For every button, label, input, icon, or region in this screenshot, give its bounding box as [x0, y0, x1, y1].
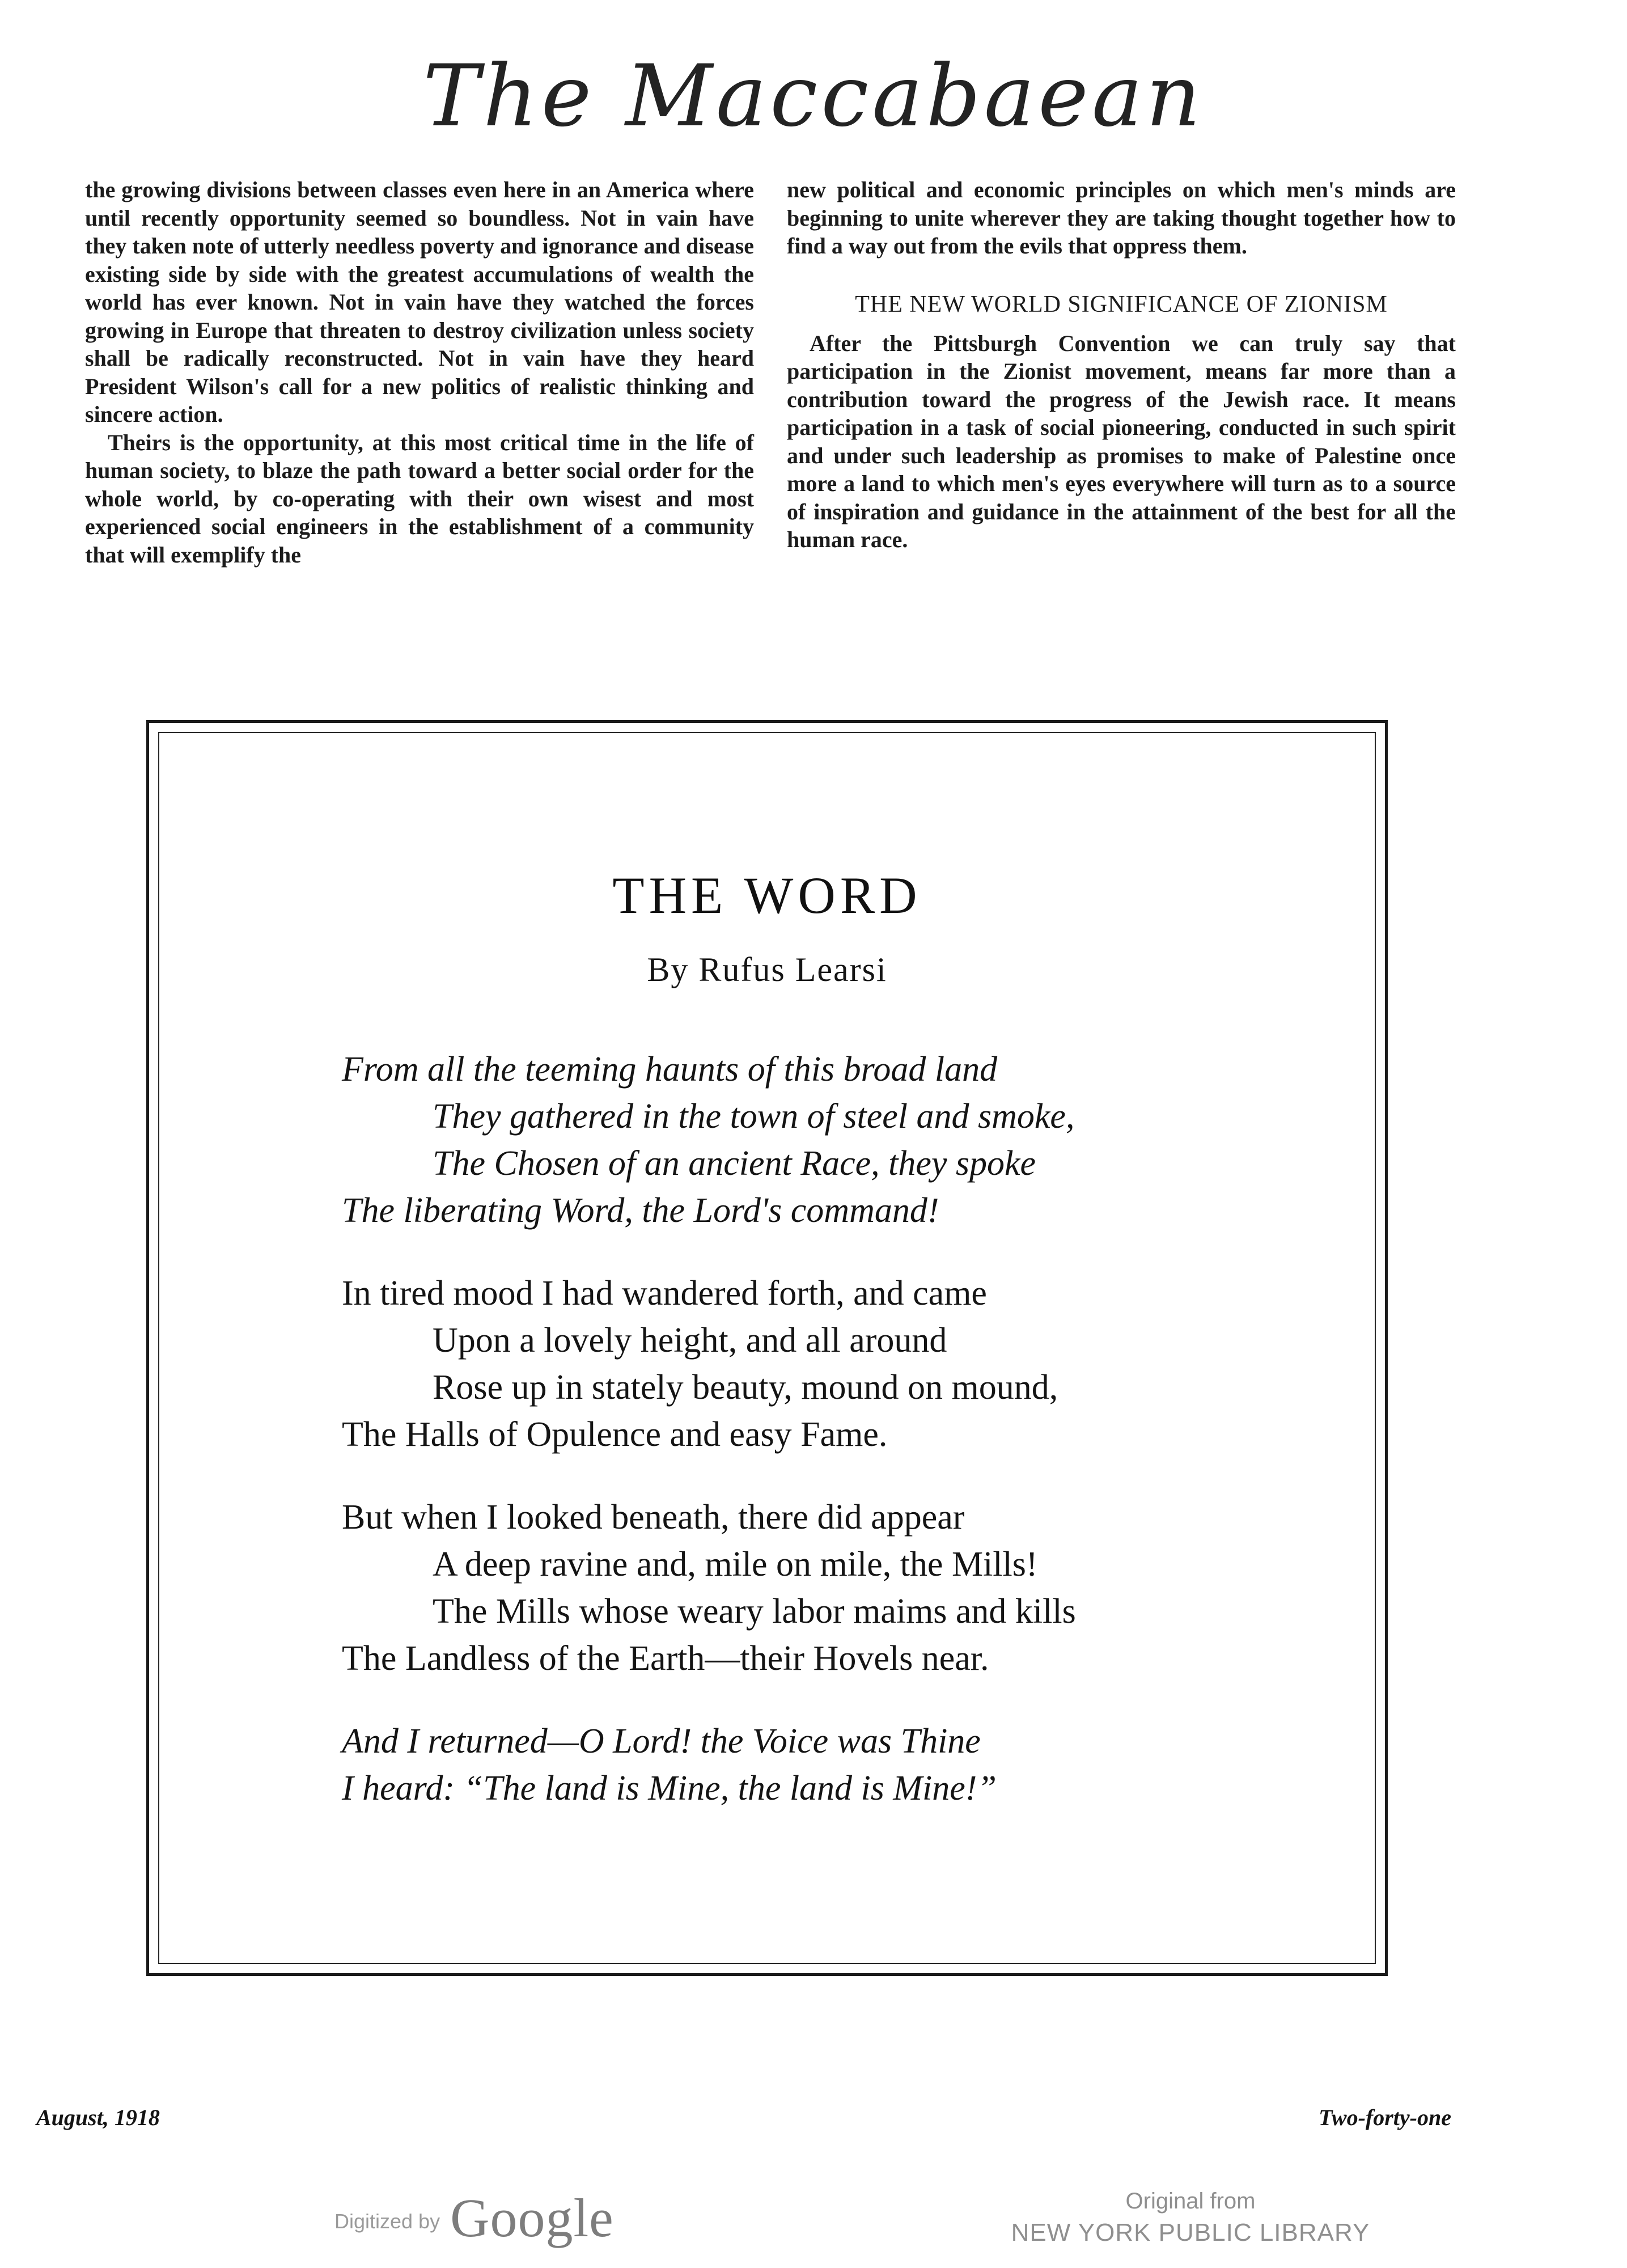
poem-line: In tired mood I had wandered forth, and came	[342, 1274, 987, 1313]
issue-date: August, 1918	[36, 2105, 160, 2130]
poem-line: From all the teeming haunts of this broad land	[342, 1050, 998, 1089]
poem-author: By Rufus Learsi	[647, 951, 887, 988]
poem-line: The liberating Word, the Lord's command!	[342, 1191, 939, 1230]
library-name: NEW YORK PUBLIC LIBRARY	[1011, 2219, 1370, 2246]
google-logo: Google	[450, 2187, 614, 2248]
stanza-4	[342, 1718, 1306, 1812]
poem-box	[146, 720, 1388, 1976]
library-attribution	[964, 2190, 1417, 2245]
poem-line: The Mills whose weary labor maims and kills	[433, 1592, 1076, 1631]
left-paragraph-2: Theirs is the opportunity, at this most critical time in the life of human society, to blaze the path toward a better social order for the whole world, by co-operating with their own wisest and most experienced social engineers in the establishment of a community that will exemplify the	[85, 429, 754, 568]
masthead-title: The Maccabaean	[423, 47, 1204, 146]
original-from-text: Original from	[1125, 2189, 1256, 2214]
poem-line: Rose up in stately beauty, mound on mound,	[433, 1368, 1058, 1407]
stanza-2	[342, 1270, 1306, 1458]
poem-line: And I returned—O Lord! the Voice was Thine	[342, 1722, 981, 1761]
poem-line: They gathered in the town of steel and smoke,	[433, 1097, 1075, 1136]
right-paragraph-1: new political and economic principles on which men's minds are beginning to unite wherever they are taking thought together how to find a way out from the evils that oppress them.	[787, 177, 1456, 259]
page-number: Two-forty-one	[1318, 2105, 1451, 2130]
poem-line: The Landless of the Earth—their Hovels near.	[342, 1639, 989, 1678]
poem-title: THE WORD	[612, 866, 922, 924]
poem-line: The Halls of Opulence and easy Fame.	[342, 1415, 888, 1454]
digitized-by-text: Digitized by	[334, 2210, 440, 2233]
poem-line: Upon a lovely height, and all around	[433, 1321, 947, 1360]
left-column	[85, 176, 754, 569]
right-column	[787, 176, 1456, 554]
left-paragraph-1: the growing divisions between classes even here in an America where until recently opportunity seemed so boundless. Not in vain have they taken note of utterly needless poverty and ignorance and disease existing side by side with the greatest accumulations of wealth the world has ever known. Not in vain have they watched the forces growing in Europe that threaten to destroy civilization unless society shall be radically reconstructed. Not in vain have they heard President Wilson's call for a new politics of realistic thinking and sincere action.	[85, 177, 754, 427]
poem-line: But when I looked beneath, there did appear	[342, 1498, 965, 1537]
section-heading: THE NEW WORLD SIGNIFICANCE OF ZIONISM	[855, 291, 1388, 318]
right-paragraph-2: After the Pittsburgh Convention we can truly say that participation in the Zionist movement, means far more than a contribution toward the progress of the Jewish race. It means participation in a task of social pioneering, conducted in such spirit and under such leadership as promises to make of Palestine once more a land to which men's eyes everywhere will turn as to a source of inspiration and guidance in the attainment of the best for all the human race.	[787, 330, 1456, 552]
digitized-by-watermark	[334, 2183, 614, 2248]
poem-line: I heard: “The land is Mine, the land is Mine!”	[342, 1769, 997, 1808]
poem-line: The Chosen of an ancient Race, they spoke	[433, 1144, 1036, 1183]
poem-line: A deep ravine and, mile on mile, the Mills!	[433, 1545, 1038, 1584]
stanza-1	[342, 1046, 1306, 1234]
stanza-3	[342, 1494, 1306, 1682]
